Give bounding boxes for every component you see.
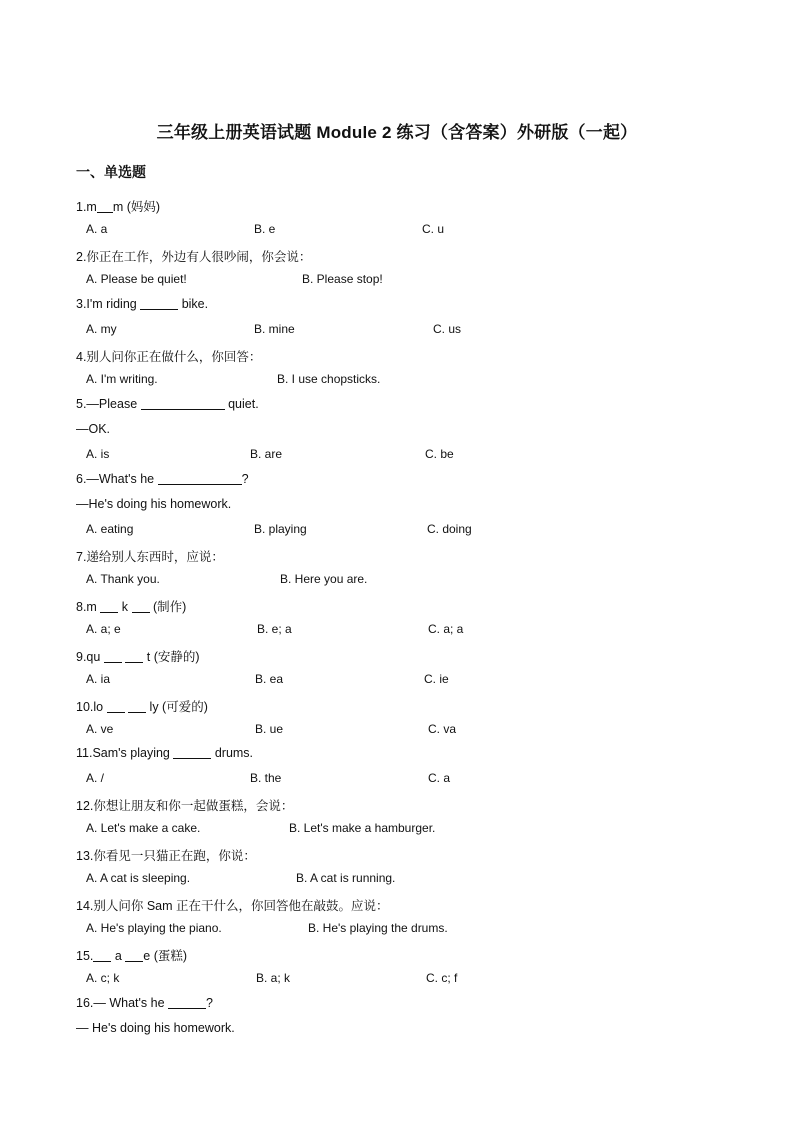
q16-text-post: ? <box>206 996 213 1010</box>
q15-option-a: A. c; k <box>86 971 120 985</box>
q5-option-c: C. be <box>425 447 454 461</box>
q13-option-a: A. A cat is sleeping. <box>86 871 191 885</box>
question-1 <box>76 197 160 215</box>
answer-blank <box>93 949 111 962</box>
q4-option-a: A. I'm writing. <box>86 372 158 386</box>
answer-blank <box>158 472 242 485</box>
q9-option-c: C. ie <box>424 672 449 686</box>
answer-blank <box>141 397 225 410</box>
q3-option-c: C. us <box>433 322 462 336</box>
q8-text-part-2: k <box>118 600 132 614</box>
answer-blank <box>128 700 146 713</box>
q7-option-b: B. Here you are. <box>280 572 368 586</box>
question-15 <box>76 946 187 964</box>
q2-option-b: B. Please stop! <box>302 272 383 286</box>
q15-text-part-3: e (蛋糕) <box>143 949 188 963</box>
q11-text-post: drums. <box>211 746 254 760</box>
question-12: 12.你想让朋友和你一起做蛋糕，会说： <box>76 799 294 813</box>
answer-blank <box>125 650 143 663</box>
answer-blank <box>107 700 125 713</box>
q12-option-b: B. Let's make a hamburger. <box>289 821 436 835</box>
q7-option-a: A. Thank you. <box>86 572 160 586</box>
question-16 <box>76 996 213 1010</box>
q6-option-b: B. playing <box>254 522 307 536</box>
answer-blank <box>104 650 122 663</box>
q6-option-c: C. doing <box>427 522 472 536</box>
q11-text-pre: 11.Sam's playing <box>76 746 174 760</box>
answer-blank <box>168 996 206 1009</box>
q6-text-post: ? <box>241 472 249 486</box>
question-13: 13.你看见一只猫正在跑，你说： <box>76 849 256 863</box>
q1-text-pre: 1.m <box>76 200 97 214</box>
question-2: 2.你正在工作，外边有人很吵闹，你会说： <box>76 250 312 264</box>
q6-text-pre: 6.—What's he <box>76 472 158 486</box>
q5-text-post: quiet. <box>224 397 259 411</box>
q1-text-post: m (妈妈) <box>112 200 161 214</box>
q10-text-part-1: 10.lo <box>76 700 107 714</box>
q13-option-b: B. A cat is running. <box>296 871 396 885</box>
q10-option-a: A. ve <box>86 722 114 736</box>
page-title: 三年级上册英语试题 Module 2 练习（含答案）外研版（一起） <box>156 123 638 142</box>
question-5 <box>76 397 259 411</box>
section-heading: 一、单选题 <box>76 164 146 180</box>
q3-text-pre: 3.I'm riding <box>76 297 141 311</box>
question-10 <box>76 697 208 715</box>
q10-option-b: B. ue <box>255 722 284 736</box>
question-7: 7.递给别人东西时，应说： <box>76 550 224 564</box>
answer-blank <box>100 600 118 613</box>
q9-option-a: A. ia <box>86 672 111 686</box>
q5-text-pre: 5.—Please <box>76 397 141 411</box>
question-9 <box>76 647 200 665</box>
q8-text-part-3: (制作) <box>149 600 187 614</box>
q9-option-b: B. ea <box>255 672 284 686</box>
q11-option-a: A. / <box>86 771 105 785</box>
q6-option-a: A. eating <box>86 522 134 536</box>
question-6 <box>76 472 249 486</box>
q11-option-c: C. a <box>428 771 451 785</box>
q15-option-b: B. a; k <box>256 971 291 985</box>
q5-option-b: B. are <box>250 447 283 461</box>
question-4: 4.别人问你正在做什么，你回答： <box>76 350 262 364</box>
answer-blank <box>173 746 211 759</box>
q6-reply: —He's doing his homework. <box>76 497 232 511</box>
q8-option-a: A. a; e <box>86 622 121 636</box>
q14-option-b: B. He's playing the drums. <box>308 921 448 935</box>
question-8 <box>76 597 186 615</box>
q8-option-c: C. a; a <box>428 622 464 636</box>
q15-option-c: C. c; f <box>426 971 458 985</box>
q8-text-part-1: 8.m <box>76 600 101 614</box>
q10-option-c: C. va <box>428 722 457 736</box>
question-11 <box>76 746 253 760</box>
q1-option-a: A. a <box>86 222 108 236</box>
q2-option-a: A. Please be quiet! <box>86 272 187 286</box>
q16-text-pre: 16.— What's he <box>76 996 169 1010</box>
q5-option-a: A. is <box>86 447 110 461</box>
q15-text-part-2: a <box>111 949 126 963</box>
q4-option-b: B. I use chopsticks. <box>277 372 381 386</box>
q11-option-b: B. the <box>250 771 282 785</box>
q8-option-b: B. e; a <box>257 622 292 636</box>
q3-text-post: bike. <box>178 297 209 311</box>
q3-option-b: B. mine <box>254 322 295 336</box>
answer-blank <box>140 297 178 310</box>
answer-blank <box>125 949 143 962</box>
question-14: 14.别人问你 Sam 正在干什么，你回答他在敲鼓。应说： <box>76 899 389 913</box>
q1-option-c: C. u <box>422 222 445 236</box>
q16-reply: — He's doing his homework. <box>76 1021 235 1035</box>
answer-blank <box>97 200 113 213</box>
q5-reply: —OK. <box>76 422 111 436</box>
q15-text-part-1: 15. <box>76 949 94 963</box>
answer-blank <box>132 600 150 613</box>
q10-text-part-3: ly (可爱的) <box>146 700 208 714</box>
q9-text-part-3: t (安静的) <box>143 650 200 664</box>
q9-text-part-1: 9.qu <box>76 650 104 664</box>
q3-option-a: A. my <box>86 322 117 336</box>
q12-option-a: A. Let's make a cake. <box>86 821 201 835</box>
question-3 <box>76 297 208 311</box>
q1-option-b: B. e <box>254 222 276 236</box>
q14-option-a: A. He's playing the piano. <box>86 921 222 935</box>
